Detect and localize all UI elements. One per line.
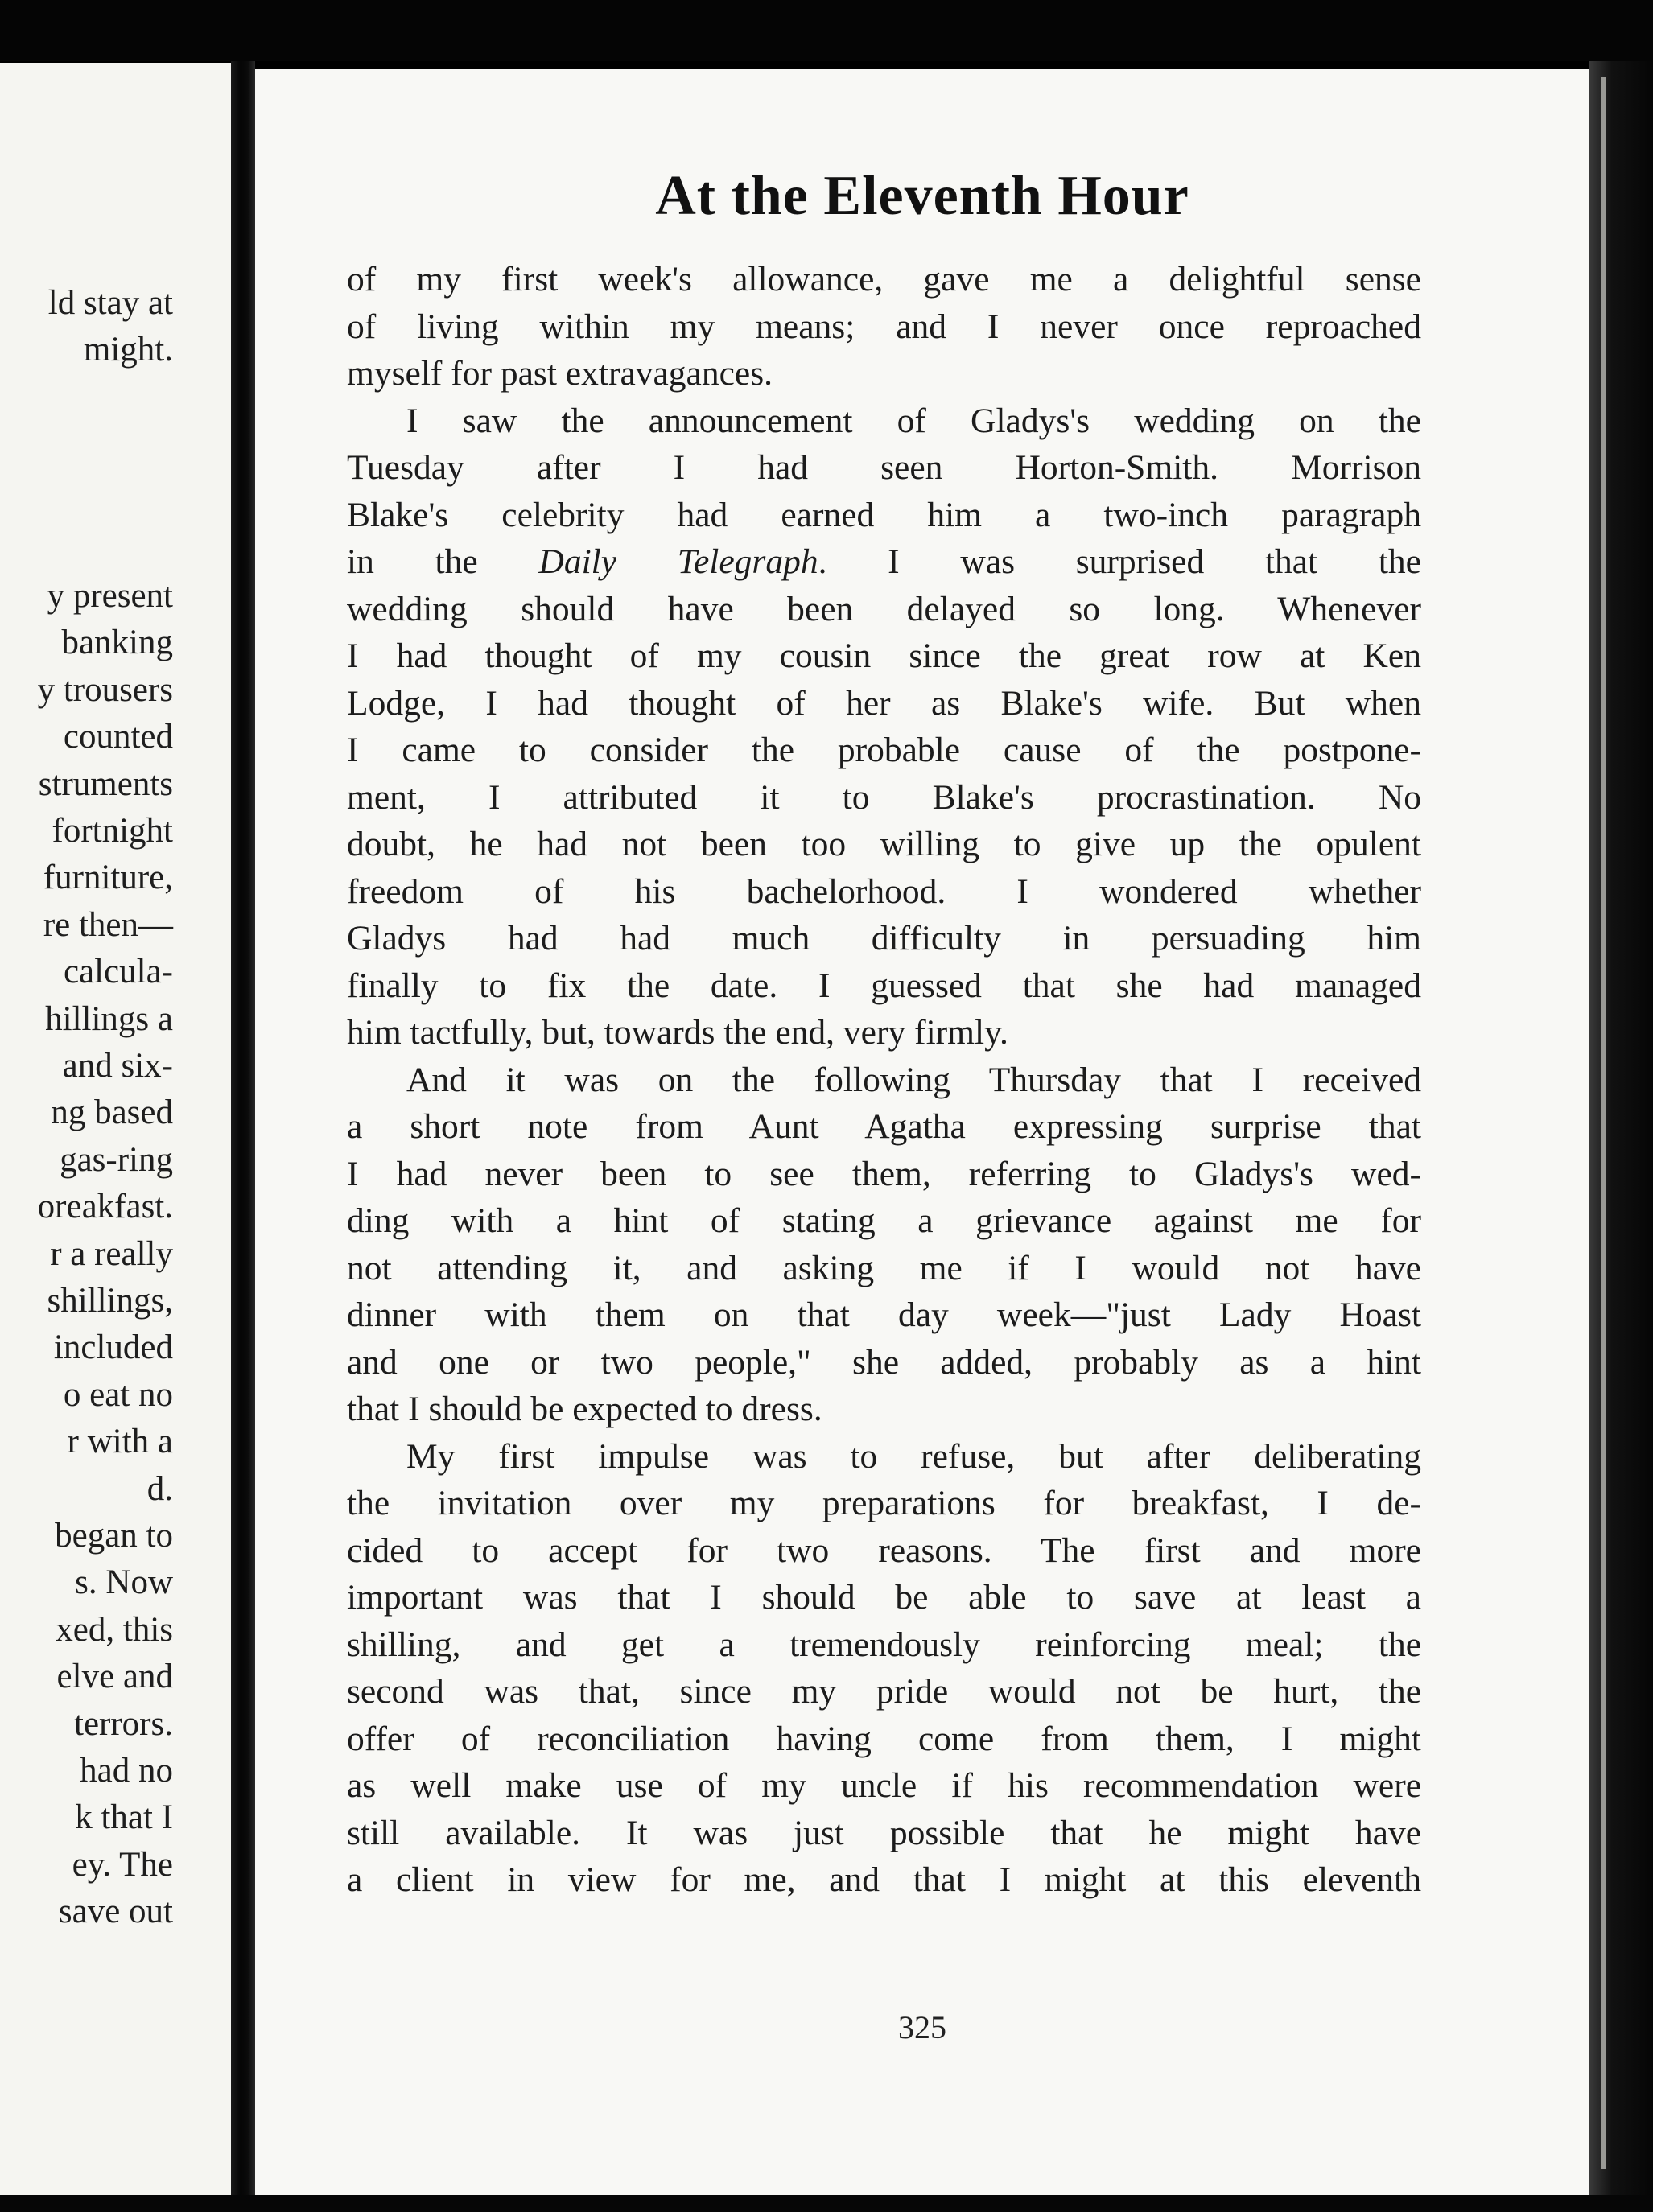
scan-bottom-border bbox=[0, 2195, 1653, 2212]
previous-page-line: struments bbox=[38, 764, 173, 803]
previous-page-line: r with a bbox=[67, 1423, 173, 1461]
previous-page-line: d. bbox=[146, 1469, 173, 1508]
previous-page-line: y present bbox=[47, 577, 173, 615]
previous-page-line: might. bbox=[83, 331, 173, 369]
text-line: Blake's celebrity had earned him a two-inch paragraph bbox=[347, 495, 1421, 534]
book-gutter bbox=[231, 61, 255, 2212]
text-line: a short note from Aunt Agatha expressing surprise that bbox=[347, 1107, 1421, 1146]
previous-page-line: oreakfast. bbox=[37, 1188, 173, 1226]
text-line: ding with a hint of stating a grievance against me for bbox=[347, 1201, 1421, 1240]
text-line: important was that I should be able to save at least a bbox=[347, 1578, 1421, 1617]
previous-page-line: elve and bbox=[56, 1658, 173, 1696]
previous-page-line: fortnight bbox=[52, 812, 173, 850]
scan-top-border bbox=[0, 0, 1653, 61]
text-line: of living within my means; and I never once reproached bbox=[347, 307, 1421, 346]
text-line: cided to accept for two reasons. The first and more bbox=[347, 1530, 1421, 1570]
text-line: finally to fix the date. I guessed that she had managed bbox=[347, 966, 1421, 1005]
page-number: 325 bbox=[898, 2009, 946, 2045]
previous-page-line: xed, this bbox=[56, 1610, 173, 1649]
text-line: the invitation over my preparations for breakfast, I de- bbox=[347, 1484, 1421, 1522]
text-line: freedom of his bachelorhood. I wondered whether bbox=[347, 871, 1421, 911]
text-line: a client in view for me, and that I might at this eleventh bbox=[347, 1860, 1421, 1899]
text-line: as well make use of my uncle if his recommendation were bbox=[347, 1766, 1421, 1805]
body-text bbox=[347, 256, 1421, 1904]
previous-page-line: re then— bbox=[43, 905, 173, 944]
previous-page-line: terrors. bbox=[74, 1704, 173, 1743]
previous-page-line: and six- bbox=[62, 1047, 173, 1085]
text-line: And it was on the following Thursday that I received bbox=[406, 1060, 1421, 1099]
previous-page-line: shillings, bbox=[47, 1282, 173, 1320]
text-line: him tactfully, but, towards the end, very firmly. bbox=[347, 1013, 1008, 1052]
previous-page-line: k that I bbox=[75, 1798, 173, 1837]
running-title: At the Eleventh Hour bbox=[655, 165, 1189, 227]
page-edge-stripe bbox=[1601, 77, 1606, 2169]
previous-page-line: r a really bbox=[50, 1234, 173, 1273]
text-line: I came to consider the probable cause of the postpone- bbox=[347, 731, 1421, 769]
previous-page-line: counted bbox=[63, 718, 173, 756]
previous-page-line: hillings a bbox=[45, 999, 173, 1038]
previous-page-line: began to bbox=[55, 1517, 173, 1555]
text-line: offer of reconciliation having come from them, I might bbox=[347, 1719, 1421, 1758]
text-line: dinner with them on that day week—"just Lady Hoast bbox=[347, 1295, 1421, 1334]
text-line: second was that, since my pride would not be hurt, the bbox=[347, 1672, 1421, 1711]
previous-page-line: banking bbox=[61, 624, 173, 662]
text-line: Lodge, I had thought of her as Blake's wife. But when bbox=[347, 683, 1421, 723]
previous-page-line: ld stay at bbox=[47, 284, 173, 322]
text-line: that I should be expected to dress. bbox=[347, 1390, 822, 1428]
text-line: My first impulse was to refuse, but after deliberating bbox=[406, 1436, 1421, 1476]
text-line: Gladys had had much difficulty in persuading him bbox=[347, 919, 1421, 958]
previous-page-line: save out bbox=[58, 1893, 173, 1931]
previous-page-line: ey. The bbox=[72, 1845, 173, 1884]
text-line: doubt, he had not been too willing to give up the opulent bbox=[347, 825, 1421, 863]
previous-page-line: included bbox=[53, 1328, 173, 1367]
newspaper-title: Daily Telegraph bbox=[538, 542, 818, 581]
previous-page-line: had no bbox=[80, 1752, 173, 1790]
previous-page-line: s. Now bbox=[75, 1563, 173, 1602]
previous-page-line: furniture, bbox=[43, 859, 173, 897]
text-line: wedding should have been delayed so long. Whenever bbox=[347, 589, 1421, 628]
previous-page-line: calcula- bbox=[63, 953, 173, 991]
text-line: still available. It was just possible that he might have bbox=[347, 1813, 1421, 1852]
previous-page-line: gas-ring bbox=[60, 1140, 173, 1179]
previous-page-line: y trousers bbox=[37, 670, 173, 709]
text-line: not attending it, and asking me if I would not have bbox=[347, 1248, 1421, 1287]
text-line: ment, I attributed it to Blake's procrastination. No bbox=[347, 777, 1421, 817]
previous-page-fragment bbox=[0, 63, 231, 2195]
book-page bbox=[255, 69, 1589, 2195]
text-line: I had never been to see them, referring to Gladys's wed- bbox=[347, 1154, 1421, 1193]
text-line: I saw the announcement of Gladys's wedding on the bbox=[406, 401, 1421, 440]
text-line: I had thought of my cousin since the great row at Ken bbox=[347, 636, 1421, 675]
previous-page-line: ng based bbox=[51, 1094, 173, 1132]
text-line: in the Daily Telegraph. I was surprised that the bbox=[347, 542, 1421, 581]
text-line: myself for past extravagances. bbox=[347, 354, 773, 393]
scan-right-border bbox=[1589, 61, 1653, 2212]
previous-page-line: o eat no bbox=[63, 1375, 173, 1414]
text-line: shilling, and get a tremendously reinforcing meal; the bbox=[347, 1625, 1421, 1664]
text-line: of my first week's allowance, gave me a delightful sense bbox=[347, 260, 1421, 299]
text-line: and one or two people," she added, probably as a hint bbox=[347, 1342, 1421, 1382]
text-line: Tuesday after I had seen Horton-Smith. Morrison bbox=[347, 448, 1421, 487]
